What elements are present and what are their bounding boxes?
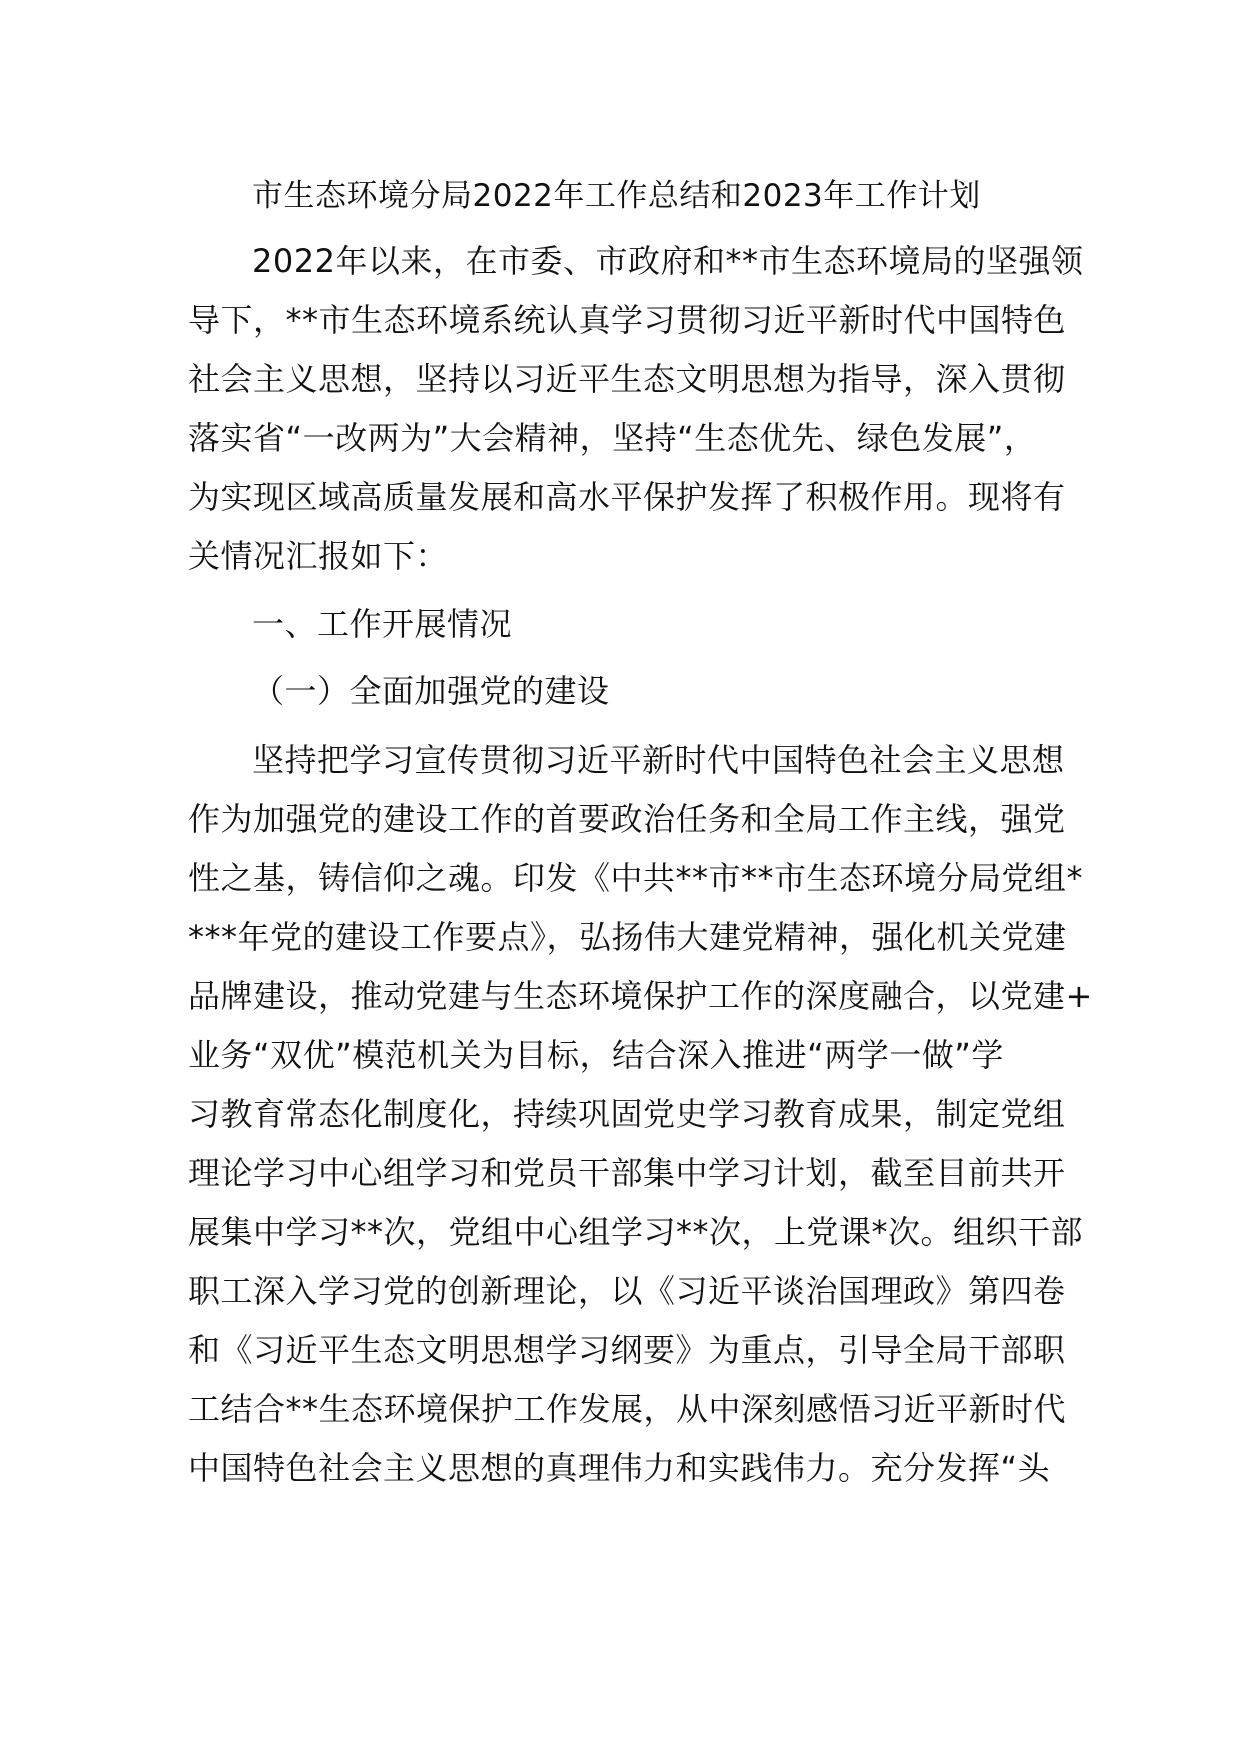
paragraph-line: 业务“双优”模范机关为目标，结合深入推进“两学一做”学 bbox=[188, 1036, 1004, 1074]
paragraph-line: 和《习近平生态文明思想学习纲要》为重点，引导全局干部职 bbox=[188, 1331, 1066, 1369]
paragraph-line: 导下，**市生态环境系统认真学习贯彻习近平新时代中国特色 bbox=[188, 301, 1067, 339]
paragraph-line: 关情况汇报如下： bbox=[188, 537, 449, 575]
paragraph-line: 习教育常态化制度化，持续巩固党史学习教育成果，制定党组 bbox=[188, 1095, 1066, 1133]
section-heading: 一、工作开展情况 bbox=[252, 605, 513, 643]
paragraph-line: 作为加强党的建设工作的首要政治任务和全局工作主线，强党 bbox=[188, 800, 1066, 838]
paragraph-line: ***年党的建设工作要点》，弘扬伟大建党精神，强化机关党建 bbox=[188, 918, 1067, 956]
paragraph-line: 工结合**生态环境保护工作发展，从中深刻感悟习近平新时代 bbox=[188, 1390, 1067, 1428]
paragraph-line: 坚持把学习宣传贯彻习近平新时代中国特色社会主义思想 bbox=[252, 741, 1065, 779]
paragraph-line: 社会主义思想，坚持以习近平生态文明思想为指导，深入贯彻 bbox=[188, 360, 1066, 398]
paragraph-line: 中国特色社会主义思想的真理伟力和实践伟力。充分发挥“头 bbox=[188, 1449, 1051, 1487]
paragraph-line: 职工深入学习党的创新理论，以《习近平谈治国理政》第四卷 bbox=[188, 1272, 1066, 1310]
paragraph-line: 落实省“一改两为”大会精神，坚持“生态优先、绿色发展”， bbox=[188, 419, 1037, 457]
document-title: 市生态环境分局2022年工作总结和2023年工作计划 bbox=[252, 178, 981, 214]
subsection-heading: （一）全面加强党的建设 bbox=[252, 672, 610, 710]
paragraph-line: 展集中学习**次，党组中心组学习**次，上党课*次。组织干部 bbox=[188, 1213, 1084, 1251]
paragraph-line: 理论学习中心组学习和党员干部集中学习计划，截至目前共开 bbox=[188, 1154, 1066, 1192]
paragraph-line: 性之基，铸信仰之魂。印发《中共**市**市生态环境分局党组* bbox=[188, 859, 1084, 897]
paragraph-line: 为实现区域高质量发展和高水平保护发挥了积极作用。现将有 bbox=[188, 478, 1066, 516]
paragraph-line: 品牌建设，推动党建与生态环境保护工作的深度融合，以党建+ bbox=[188, 977, 1093, 1015]
paragraph-line: 2022年以来，在市委、市政府和**市生态环境局的坚强领 bbox=[252, 242, 1084, 280]
